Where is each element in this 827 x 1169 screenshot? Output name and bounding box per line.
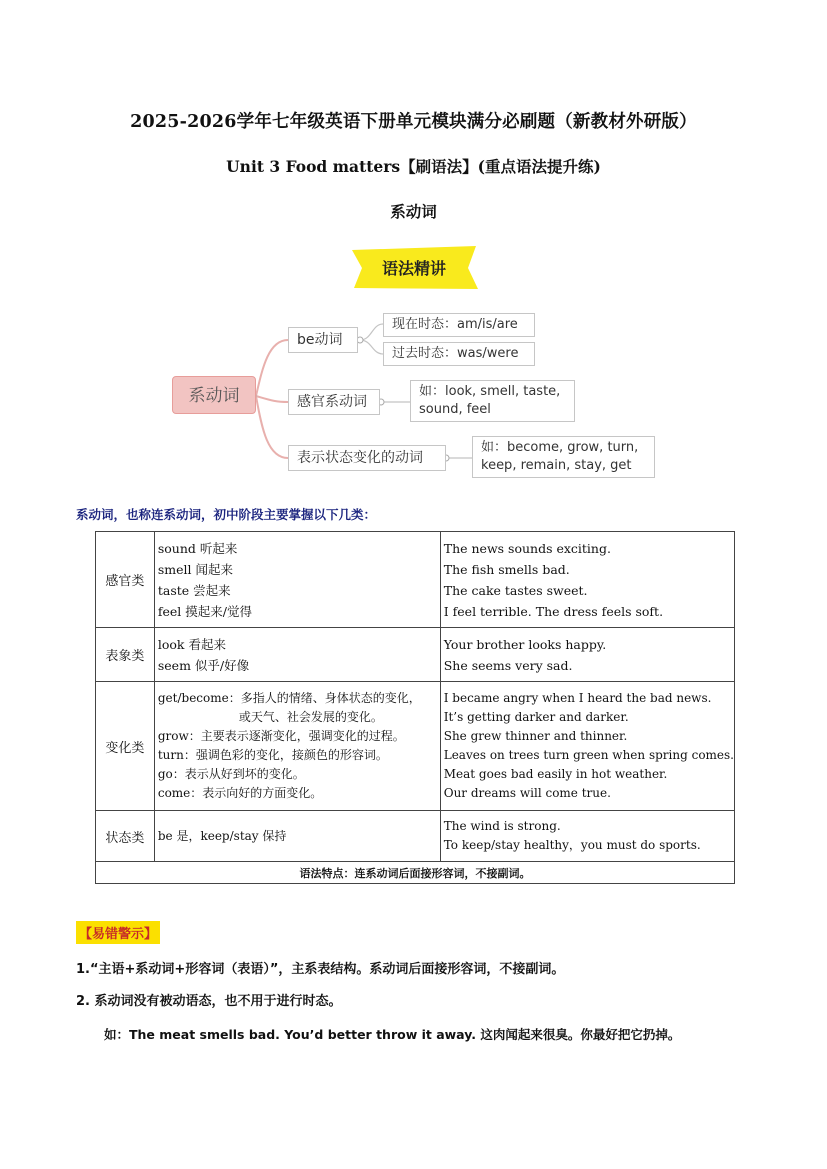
mindmap-leaf-line: keep, remain, stay, get [481,458,632,473]
table-row [96,532,735,628]
word-line: 或天气、社会发展的变化。 [238,710,383,724]
example-line: I feel terrible. The dress feels soft. [443,603,664,619]
mindmap-leaf-sense-examples [410,380,575,422]
examples-cell [440,628,734,682]
category-cell: 感官类 [96,532,155,628]
category-cell: 状态类 [96,811,155,862]
warning-point-1: 1.“主语+系动词+形容词（表语）”，主系表结构。系动词后面接形容词，不接副词。 [76,962,565,977]
example-line: She grew thinner and thinner. [443,729,628,743]
word-line: be 是，keep/stay 保持 [157,828,287,843]
example-line: She seems very sad. [443,657,573,673]
word-line: smell 闻起来 [157,561,233,577]
banner-label: 语法精讲 [381,259,446,278]
word-line: grow：主要表示逐渐变化，强调变化的过程。 [157,729,405,743]
grammar-table [95,531,735,884]
example-line: Meat goes bad easily in hot weather. [443,767,668,781]
word-line: seem 似乎/好像 [157,657,250,673]
mindmap-branch-be-verb: be动词 [288,327,358,353]
table-footer-row [96,862,735,884]
grammar-feature-note: 语法特点：连系动词后面接形容词，不接副词。 [96,862,735,884]
intro-text: 系动词，也称连系动词，初中阶段主要掌握以下几类： [76,507,377,522]
examples-cell [440,532,734,628]
words-cell [154,811,440,862]
mindmap-leaf-past: 过去时态：was/were [383,342,535,366]
word-line: look 看起来 [157,636,226,652]
words-cell [154,682,440,811]
words-cell [154,532,440,628]
mindmap-leaf-present: 现在时态：am/is/are [383,313,535,337]
word-line: taste 尝起来 [157,582,231,598]
example-line: Your brother looks happy. [443,636,607,652]
example-line: The wind is strong. [443,819,561,833]
word-line: go：表示从好到坏的变化。 [157,767,305,781]
table-row [96,682,735,811]
word-line: turn：强调色彩的变化，接颜色的形容词。 [157,748,388,762]
warning-example: 如：The meat smells bad. You’d better throw it away. 这肉闻起来很臭。你最好把它扔掉。 [104,1027,681,1042]
example-line: It’s getting darker and darker. [443,710,629,724]
word-line: sound 听起来 [157,540,238,556]
example-line: The fish smells bad. [443,561,570,577]
unit-subtitle: Unit 3 Food matters【刷语法】(重点语法提升练) [226,157,601,176]
category-cell: 表象类 [96,628,155,682]
mindmap-leaf-line: 如：look, smell, taste, [419,384,561,399]
warning-tag: 【易错警示】 [76,921,160,944]
document-title: 2025-2026学年七年级英语下册单元模块满分必刷题（新教材外研版） [130,112,697,132]
mindmap-leaf-line: 如：become, grow, turn, [481,440,639,455]
example-line: Leaves on trees turn green when spring comes. [443,748,734,762]
mindmap-branch-sense-verbs: 感官系动词 [288,389,380,415]
words-cell [154,628,440,682]
word-line: get/become：多指人的情绪、身体状态的变化， [157,691,421,705]
table-row [96,811,735,862]
category-cell: 变化类 [96,682,155,811]
example-line: Our dreams will come true. [443,786,611,800]
mindmap-center-node: 系动词 [172,376,256,414]
topic-heading: 系动词 [390,202,437,221]
word-line: come：表示向好的方面变化。 [157,786,323,800]
mindmap-leaf-line: sound, feel [419,402,491,417]
mindmap-leaf-change-examples [472,436,655,478]
example-line: I became angry when I heard the bad news. [443,691,712,705]
examples-cell [440,682,734,811]
example-line: The news sounds exciting. [443,540,611,556]
word-line: feel 摸起来/觉得 [157,603,252,619]
mindmap-branch-change-verbs: 表示状态变化的动词 [288,445,446,471]
examples-cell [440,811,734,862]
example-line: The cake tastes sweet. [443,582,588,598]
warning-point-2: 2. 系动词没有被动语态，也不用于进行时态。 [76,994,342,1009]
table-row [96,628,735,682]
example-line: To keep/stay healthy，you must do sports. [443,838,701,852]
